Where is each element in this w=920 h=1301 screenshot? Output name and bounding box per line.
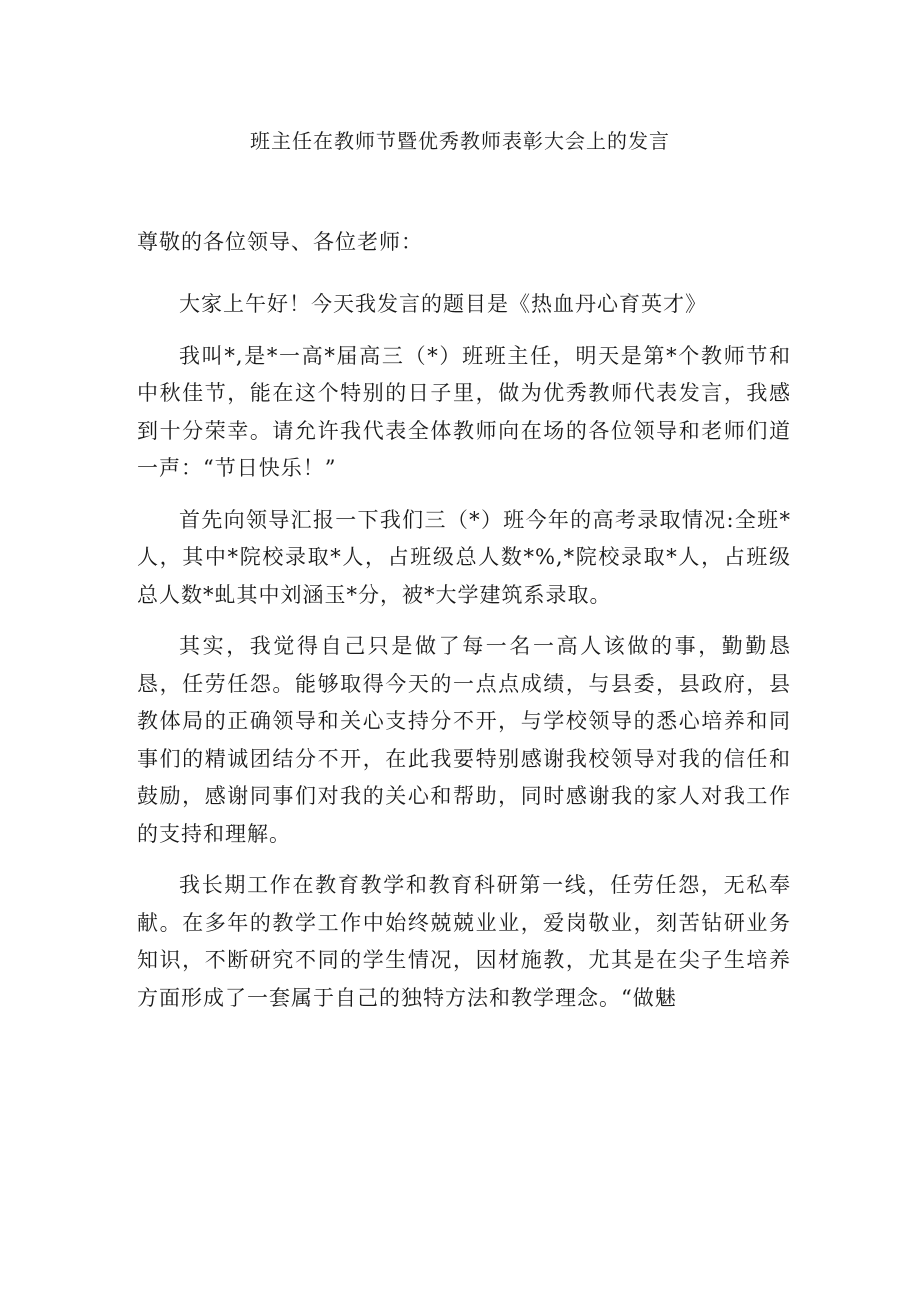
paragraph: 我长期工作在教育教学和教育科研第一线，任劳任怨，无私奉献。在多年的教学工作中始终兢兢业业，爱岗敬业，刻苦钻研业务知识，不断研究不同的学生情况，因材施教，尤其是在尖子生培养方面形成了一套属于自己的独特方法和教学理念。“做魅 [137, 873, 791, 1010]
salutation: 尊敬的各位领导、各位老师： [137, 230, 423, 254]
paragraph: 首先向领导汇报一下我们三（*）班今年的高考录取情况:全班*人，其中*院校录取*人，占班级总人数*%,*院校录取*人，占班级总人数*虬其中刘涵玉*分，被*大学建筑系录取。 [137, 507, 791, 607]
paragraph: 其实，我觉得自己只是做了每一名一高人该做的事，勤勤恳恳，任劳任怨。能够取得今天的一点点成绩，与县委，县政府，县教体局的正确领导和关心支持分不开，与学校领导的悉心培养和同事们的精诚团结分不开，在此我要特别感谢我校领导对我的信任和鼓励，感谢同事们对我的关心和帮助，同时感谢我的家人对我工作的支持和理解。 [137, 634, 791, 846]
document-title: 班主任在教师节暨优秀教师表彰大会上的发言 [250, 129, 670, 153]
paragraph: 大家上午好！今天我发言的题目是《热血丹心育英才》 [179, 292, 707, 316]
paragraph: 我叫*,是*一高*届高三（*）班班主任，明天是第*个教师节和中秋佳节，能在这个特别的日子里，做为优秀教师代表发言，我感到十分荣幸。请允许我代表全体教师向在场的各位领导和老师们道一声：“节日快乐！” [137, 343, 791, 480]
document-body [137, 286, 791, 1031]
